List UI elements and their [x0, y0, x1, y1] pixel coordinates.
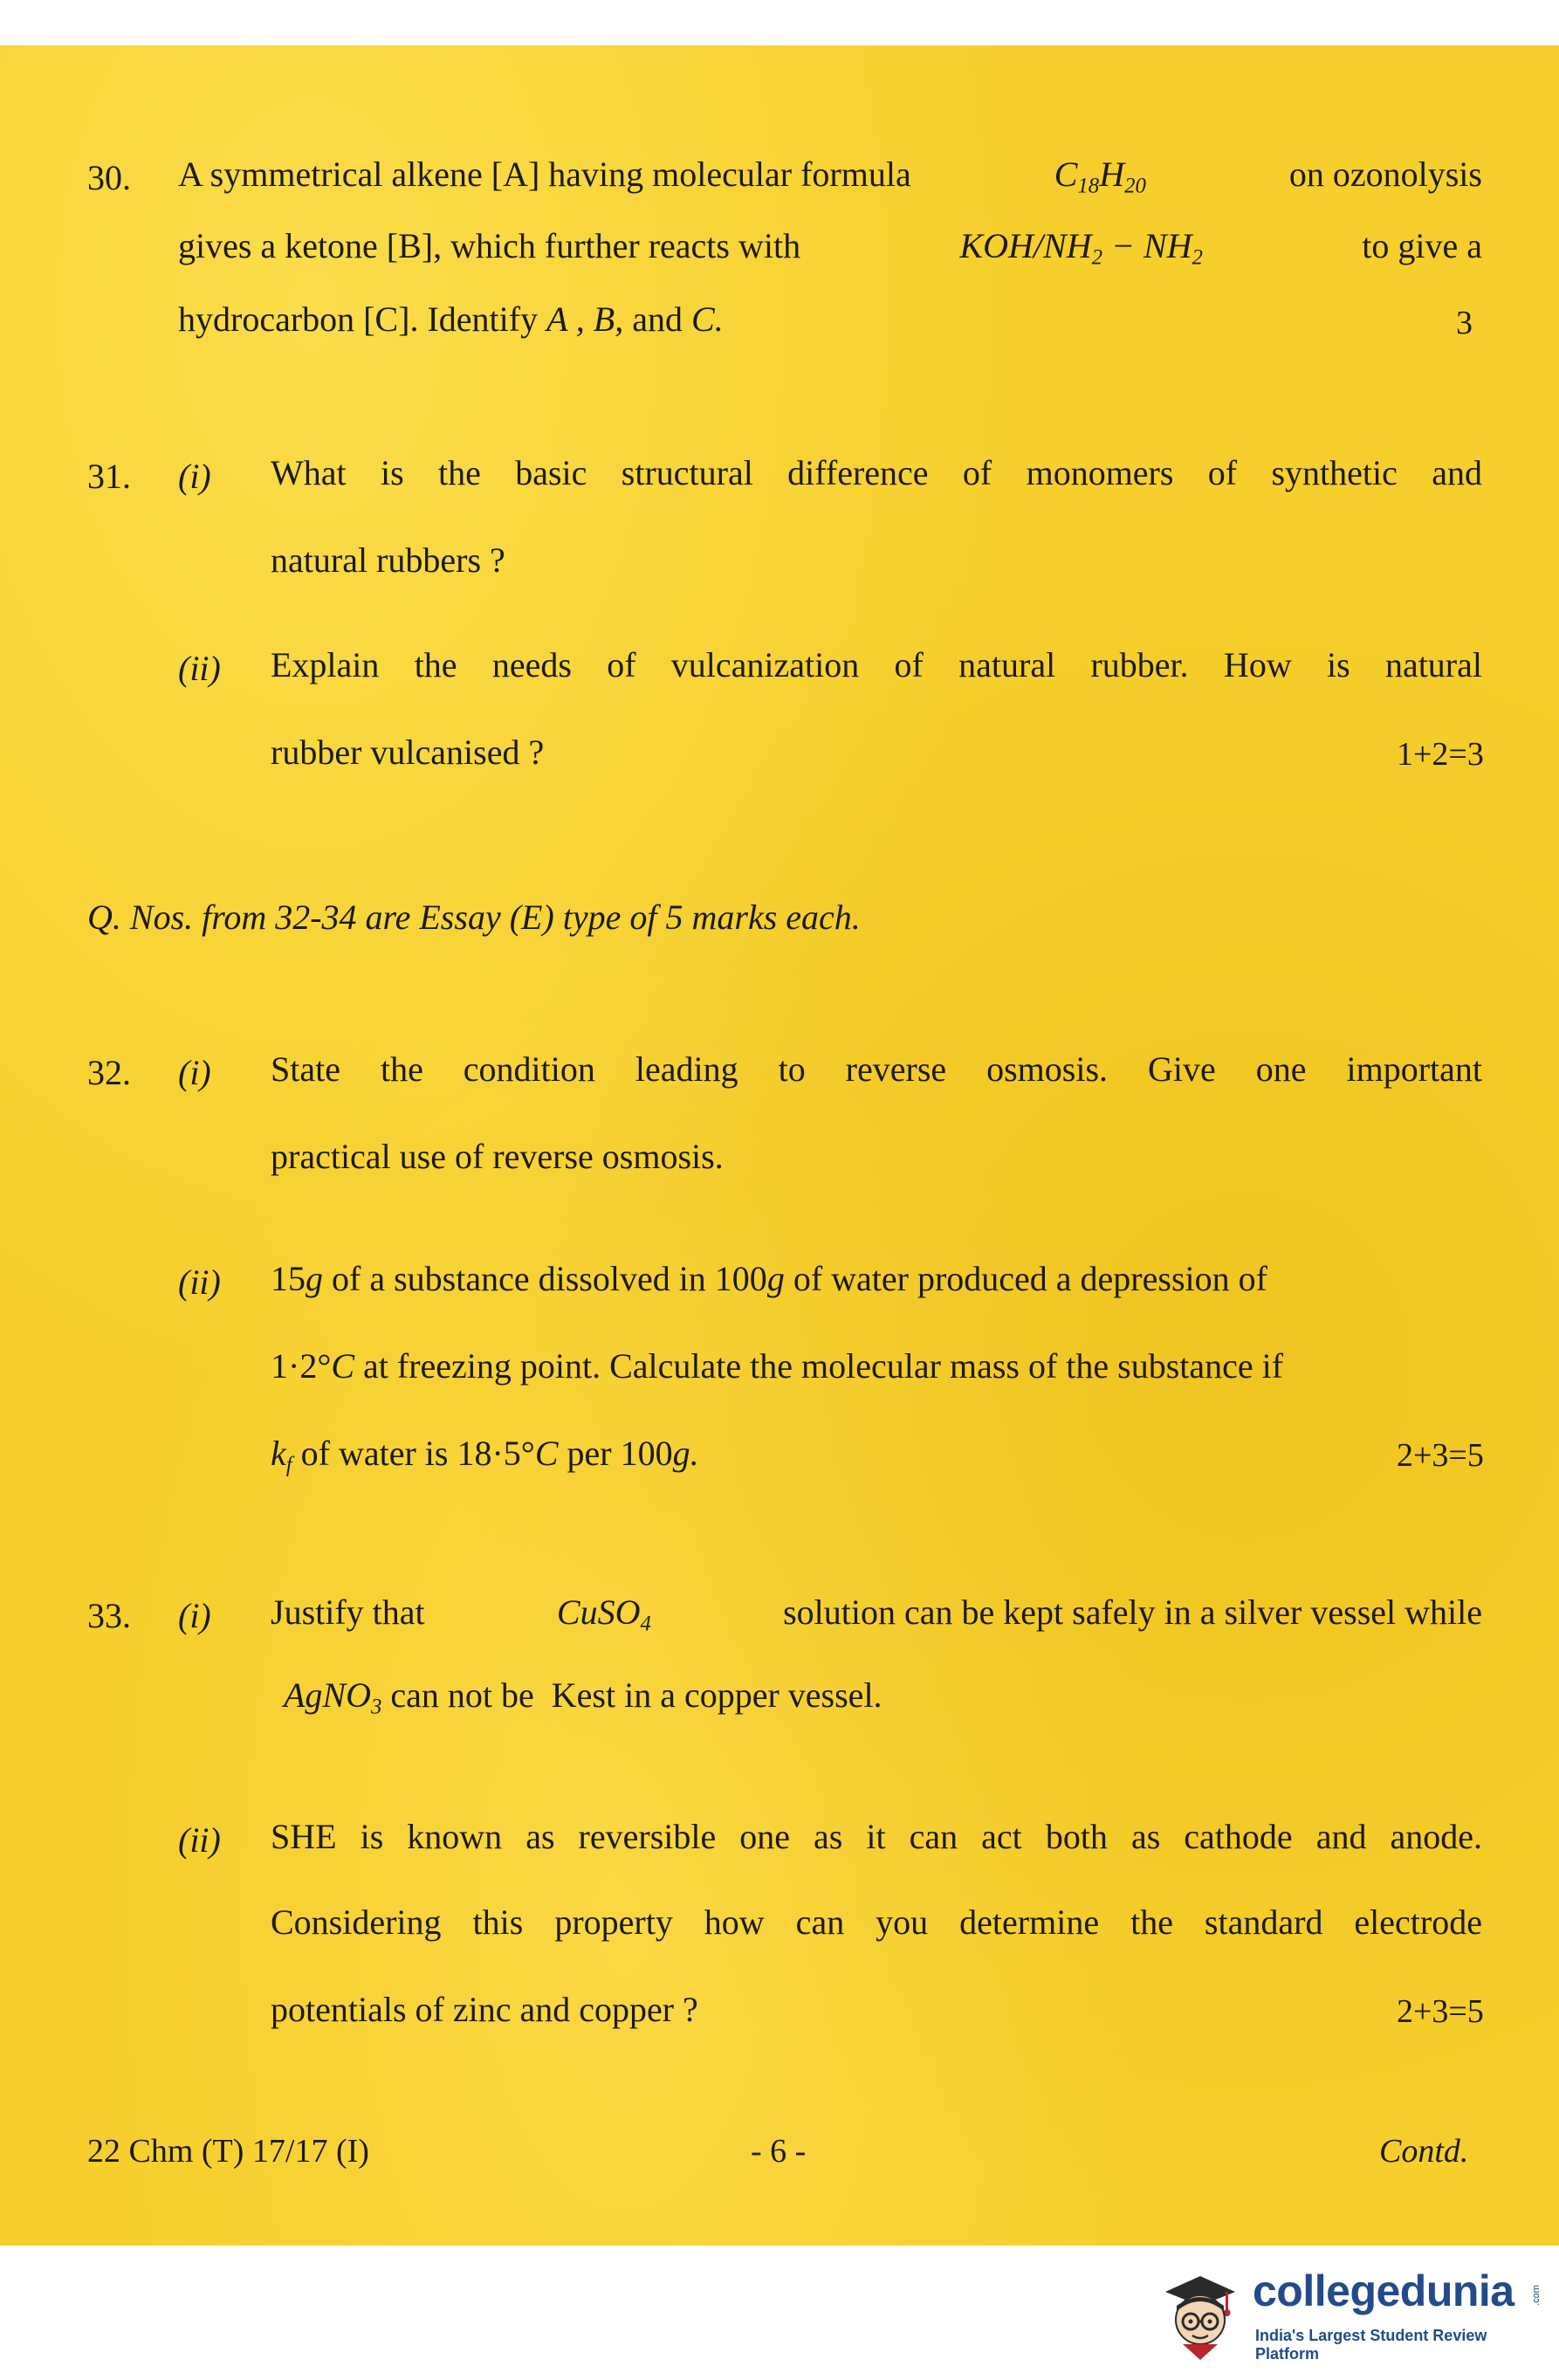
q30-reagent-a: KOH/NH	[959, 226, 1092, 265]
q33-part-ii-line2: Considering this property how can you determine the standard electrode	[271, 1902, 1482, 1942]
q32-part-ii-label: (ii)	[178, 1262, 221, 1302]
q31-part-ii-label: (ii)	[178, 649, 221, 688]
q32-ii-line3-b: per 100	[558, 1434, 673, 1473]
q33-i-line1-a: Justify that	[271, 1592, 434, 1632]
q31-marks: 1+2=3	[1397, 736, 1484, 773]
collegedunia-logo[interactable]	[1152, 2257, 1542, 2363]
page-number: - 6 -	[751, 2133, 807, 2170]
q30-line2-text-b: to give a	[1353, 226, 1482, 265]
q32-ii-line2-a: 1·2°	[271, 1346, 332, 1386]
q30-formula	[1054, 157, 1146, 197]
q33-part-ii-line3: potentials of zinc and copper ?	[271, 1990, 698, 2029]
q32-part-i-line1: State the condition leading to reverse osmosis. Give one important	[271, 1049, 1482, 1089]
q30-number: 30.	[87, 158, 131, 197]
q30-line2-text-a: gives a ketone [B], which further reacts with	[178, 226, 810, 265]
q31-part-i-label: (i)	[178, 457, 211, 496]
q30-marks: 3	[1456, 305, 1473, 341]
q30-line1	[178, 157, 1482, 197]
q32-ii-line3-f: f	[285, 1453, 292, 1477]
q30-reagent-sub2: 2	[1192, 245, 1203, 270]
q30-line3	[178, 299, 724, 339]
q31-part-i-line2: natural rubbers ?	[271, 540, 505, 580]
q32-ii-line1-c: of water produced a depression of	[784, 1259, 1267, 1298]
q32-number: 32.	[87, 1053, 131, 1092]
q31-number: 31.	[87, 457, 131, 496]
q30-line3-c: C.	[691, 299, 724, 339]
q32-part-i-line2: practical use of reverse osmosis.	[271, 1137, 724, 1176]
q33-i-line1-b: solution can be kept safely in a silver vessel while	[774, 1592, 1482, 1632]
q33-i-formula	[556, 1592, 651, 1636]
q32-part-ii-line3	[271, 1436, 699, 1476]
student-mascot-icon	[1152, 2257, 1248, 2362]
q31-part-ii-line1: Explain the needs of vulcanization of natural rubber. How is natural	[271, 645, 1482, 684]
q32-ii-line3-k: k	[271, 1434, 286, 1473]
q33-part-i-label: (i)	[178, 1596, 211, 1635]
q32-part-ii-line2	[271, 1346, 1284, 1386]
q31-part-ii-line2: rubber vulcanised ?	[271, 733, 545, 772]
q32-ii-line1-a: 15	[271, 1259, 306, 1298]
q32-marks: 2+3=5	[1397, 1437, 1484, 1474]
q32-ii-line3-c: C	[534, 1434, 559, 1473]
q33-i-line2-b: can not be Kest in a copper vessel.	[381, 1675, 883, 1715]
logo-tagline: India's Largest Student Review Platform	[1255, 2327, 1487, 2363]
q32-ii-line3-a: of water is 18·5°	[292, 1434, 535, 1473]
q30-line3-vars: A , B,	[546, 299, 624, 339]
q33-part-i-line2	[284, 1675, 883, 1719]
q32-ii-line1-g2: g	[766, 1259, 785, 1298]
q33-i-line2-formula-sub: 3	[371, 1695, 382, 1719]
q33-part-ii-line1: SHE is known as reversible one as it can act both as cathode and anode.	[271, 1817, 1482, 1856]
q33-i-line2-formula: AgNO	[284, 1675, 371, 1715]
q30-line1-text-a: A symmetrical alkene [A] having molecular formula	[178, 155, 920, 194]
q30-reagent-mid: − NH	[1102, 226, 1192, 265]
q32-ii-line2-b: at freezing point. Calculate the molecular mass of the substance if	[354, 1346, 1284, 1386]
q32-ii-line1-b: of a substance dissolved in 100	[323, 1259, 767, 1298]
q33-i-formula-text: CuSO	[556, 1592, 641, 1632]
q30-line3-text-a: hydrocarbon [C]. Identify	[178, 299, 547, 339]
q30-formula-h: H	[1099, 155, 1125, 194]
q32-ii-line2-c: C	[331, 1346, 355, 1386]
q32-ii-line1-content	[271, 1259, 1267, 1298]
q33-part-i-line1	[271, 1592, 1482, 1636]
q30-formula-c: C	[1054, 155, 1078, 194]
q32-part-ii-line1	[271, 1259, 1482, 1298]
q32-part-i-label: (i)	[178, 1053, 211, 1092]
q33-i-formula-sub: 4	[640, 1612, 651, 1636]
logo-suffix: .com	[1530, 2285, 1542, 2306]
q30-line1-text-b: on ozonolysis	[1280, 155, 1482, 194]
q33-part-ii-label: (ii)	[178, 1820, 221, 1860]
logo-name: collegedunia	[1253, 2267, 1514, 2315]
q31-part-i-line1: What is the basic structural difference of monomers of synthetic and	[271, 453, 1482, 492]
q33-marks: 2+3=5	[1397, 1993, 1484, 2030]
q33-number: 33.	[87, 1596, 131, 1635]
q32-ii-line3-g: g.	[672, 1434, 699, 1473]
q30-line3-and: and	[623, 299, 692, 339]
q30-formula-h-sub: 20	[1124, 174, 1146, 198]
contd-label: Contd.	[1379, 2133, 1469, 2170]
q30-reagent-sub1: 2	[1091, 245, 1102, 270]
section-e-heading: Q. Nos. from 32-34 are Essay (E) type of 5 marks each.	[87, 898, 861, 937]
paper-code: 22 Chm (T) 17/17 (I)	[87, 2133, 369, 2170]
q30-reagent	[959, 226, 1203, 270]
q32-ii-line1-g1: g	[306, 1259, 323, 1298]
yellow-question-paper	[0, 45, 1559, 2246]
q30-formula-c-sub: 18	[1077, 174, 1100, 198]
q30-line2	[178, 226, 1482, 270]
